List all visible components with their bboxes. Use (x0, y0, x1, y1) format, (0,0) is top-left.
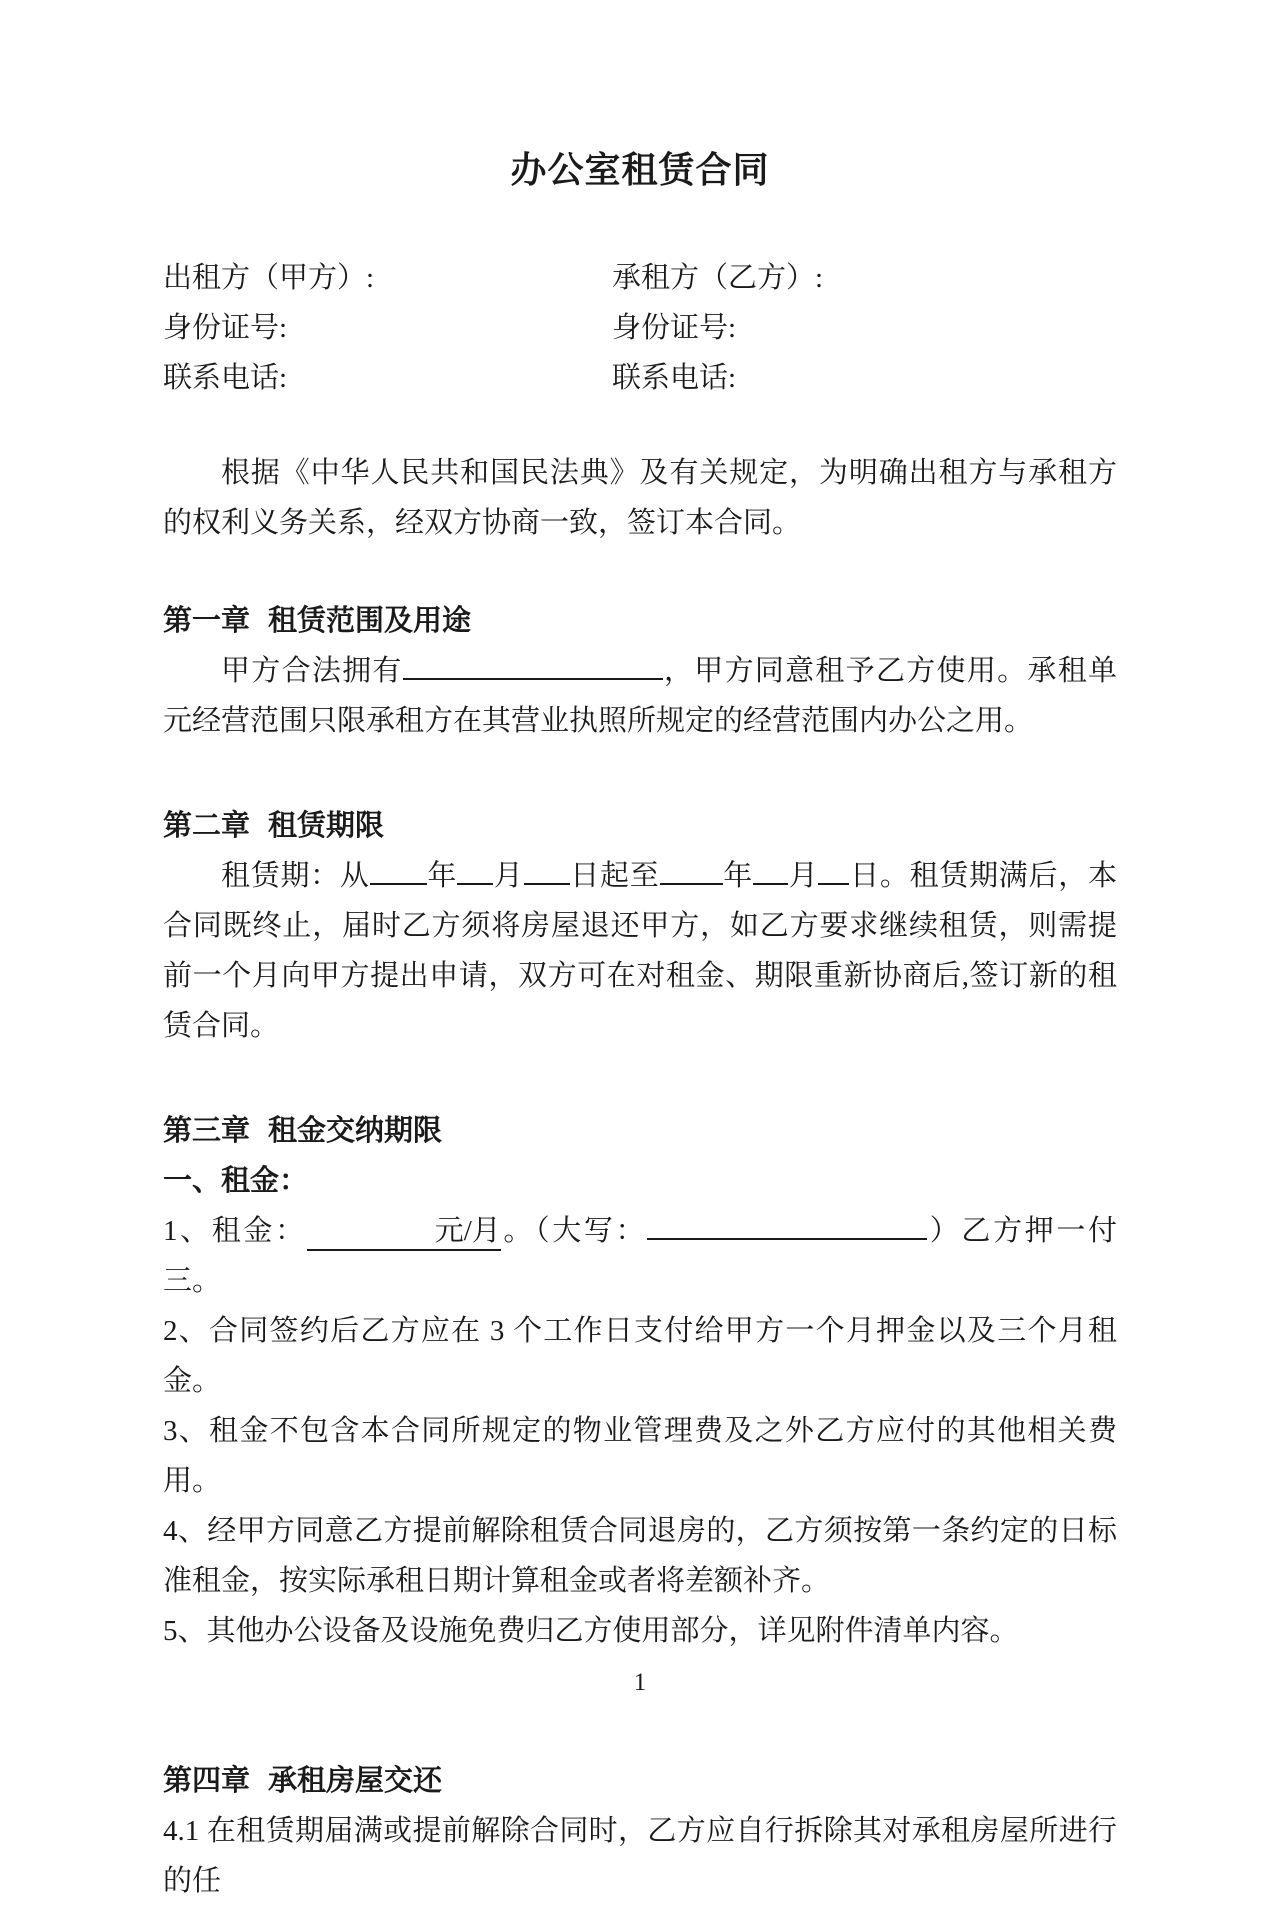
end-day-blank-field (818, 855, 849, 885)
chapter-1-body-prefix: 甲方合法拥有 (221, 655, 403, 687)
chapter-1-title: 租赁范围及用途 (268, 605, 472, 637)
chapter-2-body (163, 851, 1117, 1051)
end-month-label: 月 (787, 860, 819, 892)
rent-unit-label: 元/月 (434, 1215, 501, 1247)
rent-item-1 (163, 1206, 1117, 1306)
chapter-1-heading (163, 596, 1117, 646)
page-number: 1 (633, 1669, 647, 1696)
lease-term-body: 日。租赁期满后，本合同既终止，届时乙方须将房屋退还甲方，如乙方要求继续租赁，则需提前一个月向甲方提出申请，双方可在对租金、期限重新协商后,签订新的租赁合同。 (163, 860, 1117, 1042)
start-month-label: 月 (493, 860, 524, 892)
lessor-label: 出租方（甲方）: (163, 262, 375, 294)
start-year-blank-field (370, 855, 427, 885)
rent-subheading: 一、租金： (163, 1165, 309, 1197)
chapter-3-number: 第三章 (163, 1115, 251, 1147)
chapter-4-heading (163, 1756, 1117, 1806)
rent-item-5: 5、其他办公设备及设施免费归乙方使用部分，详见附件清单内容。 (163, 1615, 1019, 1647)
intro-paragraph: 根据《中华人民共和国民法典》及有关规定，为明确出租方与承租方的权利义务关系，经双方协商一致，签订本合同。 (163, 457, 1117, 539)
chapter-4-number: 第四章 (163, 1765, 251, 1797)
start-day-blank-field (524, 855, 570, 885)
start-month-blank-field (457, 855, 493, 885)
chapter-1-number: 第一章 (163, 605, 251, 637)
lessee-phone-label: 联系电话: (612, 362, 737, 394)
chapter-2-heading (163, 801, 1117, 851)
chapter-2-number: 第二章 (163, 810, 251, 842)
chapter-4-item-41: 4.1 在租赁期届满或提前解除合同时，乙方应自行拆除其对承租房屋所进行的任 (163, 1815, 1117, 1897)
rent-item-3: 3、租金不包含本合同所规定的物业管理费及之外乙方应付的其他相关费用。 (163, 1415, 1117, 1497)
chapter-1-body (163, 646, 1117, 746)
lessor-phone-label: 联系电话: (163, 362, 288, 394)
chapter-3-title: 租金交纳期限 (268, 1115, 443, 1147)
start-year-label: 年 (426, 860, 458, 892)
rent-item-1-mid: 。（大写： (500, 1215, 648, 1247)
rent-item-1-prefix: 1、租金： (163, 1215, 307, 1247)
start-day-label: 日起至 (569, 860, 660, 892)
rent-item-1-suffix: ）乙方押一付三。 (163, 1215, 1117, 1297)
rent-amount-blank-field (307, 1213, 501, 1251)
chapter-4-title: 承租房屋交还 (268, 1765, 443, 1797)
lessor-id-label: 身份证号: (163, 312, 288, 344)
end-year-label: 年 (722, 860, 753, 892)
chapter-2-title: 租赁期限 (268, 810, 385, 842)
rent-item-4: 4、经甲方同意乙方提前解除租赁合同退房的，乙方须按第一条约定的日标准租金，按实际承租日期计算租金或者将差额补齐。 (163, 1515, 1117, 1597)
contract-title: 办公室租赁合同 (510, 150, 770, 190)
chapter-3-heading (163, 1106, 1117, 1156)
end-month-blank-field (753, 855, 788, 885)
rent-item-2: 2、合同签约后乙方应在 3 个工作日支付给甲方一个月押金以及三个月租金。 (163, 1315, 1117, 1397)
end-year-blank-field (660, 855, 723, 885)
chapter-1-body-suffix: ，甲方同意租予乙方使用。承租单元经营范围只限承租方在其营业执照所规定的经营范围内办公之用。 (163, 655, 1117, 737)
premises-blank-field (403, 650, 663, 680)
lessee-label: 承租方（乙方）: (612, 262, 824, 294)
lease-term-lead: 租赁期：从 (221, 860, 370, 892)
rent-amount-words-blank-field (647, 1210, 927, 1240)
lessee-id-label: 身份证号: (612, 312, 737, 344)
party-info-block (163, 253, 1117, 403)
